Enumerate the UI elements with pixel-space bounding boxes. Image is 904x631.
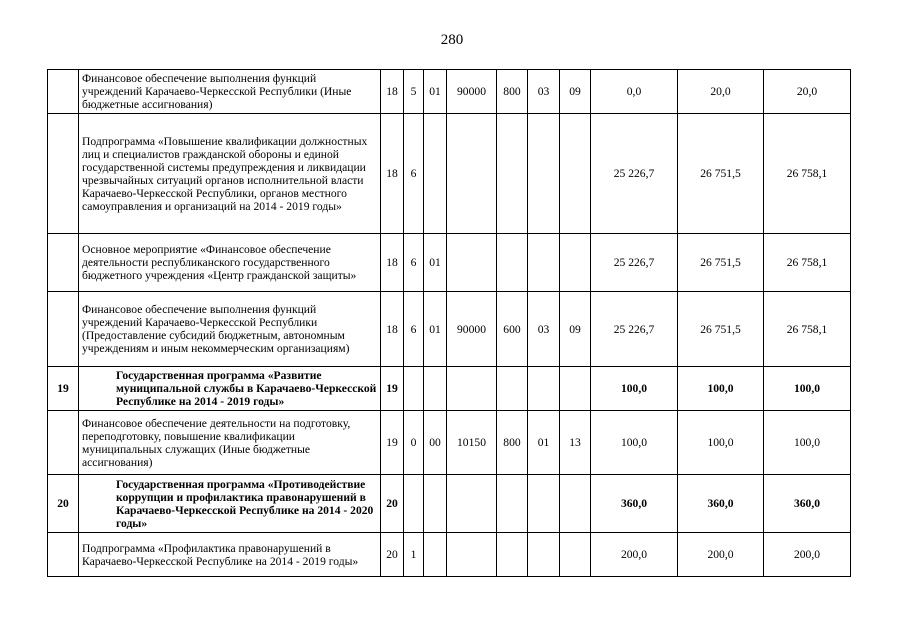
page-number: 280 — [440, 32, 464, 48]
table-row — [48, 411, 851, 475]
code-cell-1: 20 — [381, 475, 404, 533]
table-row — [48, 367, 851, 411]
code-cell-3 — [424, 533, 447, 577]
code-cell-7: 09 — [560, 292, 591, 367]
table-row — [48, 70, 851, 114]
code-cell-4 — [447, 114, 497, 234]
amount-cell-2: 100,0 — [678, 411, 764, 475]
code-cell-7 — [560, 367, 591, 411]
code-cell-3 — [424, 475, 447, 533]
code-cell-5 — [497, 367, 528, 411]
table-body — [48, 70, 851, 577]
table-row — [48, 533, 851, 577]
table-row — [48, 114, 851, 234]
row-name-cell: Государственная программа «Противодействие коррупции и профилактика правонарушений в Карачаево-Черкесской Республике на 2014 - 2020 годы» — [79, 475, 381, 533]
code-cell-1: 18 — [381, 70, 404, 114]
code-cell-3 — [424, 367, 447, 411]
code-cell-5: 600 — [497, 292, 528, 367]
code-cell-1: 18 — [381, 234, 404, 292]
amount-cell-2: 200,0 — [678, 533, 764, 577]
code-cell-2 — [404, 475, 424, 533]
row-name-cell: Финансовое обеспечение выполнения функций учреждений Карачаево-Черкесской Республики (Предоставление субсидий бюджетным, автономным учреждениям и иным некоммерческим организациям) — [79, 292, 381, 367]
code-cell-1: 19 — [381, 411, 404, 475]
code-cell-5: 800 — [497, 70, 528, 114]
amount-cell-3: 360,0 — [764, 475, 851, 533]
amount-cell-1: 100,0 — [591, 411, 678, 475]
code-cell-7: 09 — [560, 70, 591, 114]
amount-cell-3: 26 758,1 — [764, 234, 851, 292]
code-cell-2: 0 — [404, 411, 424, 475]
code-cell-4 — [447, 475, 497, 533]
code-cell-6 — [528, 475, 560, 533]
amount-cell-3: 26 758,1 — [764, 114, 851, 234]
table-row — [48, 292, 851, 367]
code-cell-2 — [404, 367, 424, 411]
amount-cell-1: 25 226,7 — [591, 234, 678, 292]
code-cell-6 — [528, 367, 560, 411]
code-cell-1: 19 — [381, 367, 404, 411]
code-cell-2: 5 — [404, 70, 424, 114]
row-number-cell — [48, 533, 79, 577]
amount-cell-3: 100,0 — [764, 367, 851, 411]
amount-cell-1: 360,0 — [591, 475, 678, 533]
row-number-cell — [48, 114, 79, 234]
row-number-cell — [48, 292, 79, 367]
amount-cell-2: 26 751,5 — [678, 114, 764, 234]
code-cell-2: 6 — [404, 234, 424, 292]
code-cell-5: 800 — [497, 411, 528, 475]
table-row — [48, 234, 851, 292]
table-row — [48, 475, 851, 533]
code-cell-3: 01 — [424, 292, 447, 367]
row-name-cell: Финансовое обеспечение деятельности на подготовку, переподготовку, повышение квалификации муниципальных служащих (Иные бюджетные ассигнования) — [79, 411, 381, 475]
row-number-cell: 20 — [48, 475, 79, 533]
code-cell-5 — [497, 114, 528, 234]
amount-cell-3: 20,0 — [764, 70, 851, 114]
row-number-cell: 19 — [48, 367, 79, 411]
code-cell-4: 90000 — [447, 292, 497, 367]
row-number-cell — [48, 70, 79, 114]
code-cell-7 — [560, 533, 591, 577]
code-cell-1: 20 — [381, 533, 404, 577]
code-cell-5 — [497, 533, 528, 577]
code-cell-5 — [497, 234, 528, 292]
budget-table — [47, 69, 851, 577]
code-cell-6 — [528, 114, 560, 234]
amount-cell-3: 100,0 — [764, 411, 851, 475]
amount-cell-2: 360,0 — [678, 475, 764, 533]
amount-cell-1: 25 226,7 — [591, 114, 678, 234]
code-cell-3: 01 — [424, 70, 447, 114]
amount-cell-1: 100,0 — [591, 367, 678, 411]
code-cell-4 — [447, 234, 497, 292]
row-number-cell — [48, 234, 79, 292]
code-cell-4: 10150 — [447, 411, 497, 475]
code-cell-4 — [447, 367, 497, 411]
code-cell-6: 01 — [528, 411, 560, 475]
code-cell-6: 03 — [528, 292, 560, 367]
amount-cell-3: 26 758,1 — [764, 292, 851, 367]
code-cell-2: 6 — [404, 114, 424, 234]
code-cell-2: 6 — [404, 292, 424, 367]
code-cell-3 — [424, 114, 447, 234]
code-cell-6 — [528, 533, 560, 577]
row-number-cell — [48, 411, 79, 475]
row-name-cell: Подпрограмма «Профилактика правонарушений в Карачаево-Черкесской Республике на 2014 - 2019 годы» — [79, 533, 381, 577]
code-cell-4: 90000 — [447, 70, 497, 114]
row-name-cell: Финансовое обеспечение выполнения функций учреждений Карачаево-Черкесской Республики (Иные бюджетные ассигнования) — [79, 70, 381, 114]
code-cell-3: 01 — [424, 234, 447, 292]
code-cell-1: 18 — [381, 114, 404, 234]
code-cell-5 — [497, 475, 528, 533]
code-cell-7 — [560, 234, 591, 292]
amount-cell-3: 200,0 — [764, 533, 851, 577]
code-cell-2: 1 — [404, 533, 424, 577]
code-cell-3: 00 — [424, 411, 447, 475]
row-name-cell: Подпрограмма «Повышение квалификации должностных лиц и специалистов гражданской обороны и единой государственной системы предупреждения и ликвидации чрезвычайных ситуаций органов исполнительной власти Карачаево-Черкесской Республики, органов местного самоуправления и организаций на 2014 - 2019 годы» — [79, 114, 381, 234]
row-name-cell: Государственная программа «Развитие муниципальной службы в Карачаево-Черкесской Республике на 2014 - 2019 годы» — [79, 367, 381, 411]
amount-cell-2: 26 751,5 — [678, 292, 764, 367]
code-cell-7 — [560, 475, 591, 533]
amount-cell-2: 100,0 — [678, 367, 764, 411]
amount-cell-1: 0,0 — [591, 70, 678, 114]
code-cell-7: 13 — [560, 411, 591, 475]
amount-cell-2: 26 751,5 — [678, 234, 764, 292]
code-cell-6 — [528, 234, 560, 292]
code-cell-1: 18 — [381, 292, 404, 367]
code-cell-6: 03 — [528, 70, 560, 114]
amount-cell-1: 25 226,7 — [591, 292, 678, 367]
code-cell-4 — [447, 533, 497, 577]
row-name-cell: Основное мероприятие «Финансовое обеспечение деятельности республиканского государственного бюджетного учреждения «Центр гражданской защиты» — [79, 234, 381, 292]
code-cell-7 — [560, 114, 591, 234]
amount-cell-1: 200,0 — [591, 533, 678, 577]
amount-cell-2: 20,0 — [678, 70, 764, 114]
